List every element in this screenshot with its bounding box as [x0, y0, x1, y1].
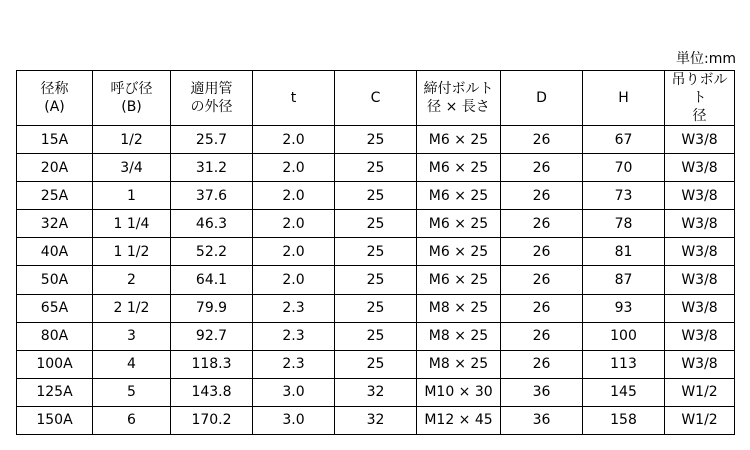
cell-dim-c: 25 [335, 266, 417, 294]
header-row [17, 71, 735, 126]
cell-pipe-od: 31.2 [171, 154, 253, 182]
cell-thickness-t: 3.0 [253, 378, 335, 406]
cell-bolt-size: M8 × 25 [417, 294, 501, 322]
cell-thickness-t: 2.3 [253, 294, 335, 322]
table-row [17, 322, 735, 350]
cell-thickness-t: 3.0 [253, 406, 335, 434]
cell-pipe-od: 37.6 [171, 182, 253, 210]
table-row [17, 266, 735, 294]
table-row [17, 126, 735, 154]
table-row [17, 182, 735, 210]
table-header [17, 71, 735, 126]
cell-nominal-b: 2 1/2 [93, 294, 171, 322]
cell-dim-d: 36 [501, 406, 583, 434]
cell-nominal-b: 3 [93, 322, 171, 350]
cell-thickness-t: 2.3 [253, 350, 335, 378]
cell-nominal-b: 1 1/2 [93, 238, 171, 266]
cell-hanger-bolt: W3/8 [665, 182, 735, 210]
cell-dim-h: 93 [583, 294, 665, 322]
cell-thickness-t: 2.0 [253, 238, 335, 266]
cell-hanger-bolt: W3/8 [665, 126, 735, 154]
cell-nominal-b: 1/2 [93, 126, 171, 154]
cell-hanger-bolt: W3/8 [665, 350, 735, 378]
cell-hanger-bolt: W1/2 [665, 406, 735, 434]
cell-bolt-size: M6 × 25 [417, 126, 501, 154]
cell-nominal-a: 150A [17, 406, 93, 434]
header-line: 締付ボルト [423, 81, 494, 97]
cell-bolt-size: M6 × 25 [417, 238, 501, 266]
cell-dim-d: 26 [501, 322, 583, 350]
cell-dim-h: 87 [583, 266, 665, 294]
cell-thickness-t: 2.0 [253, 182, 335, 210]
cell-thickness-t: 2.0 [253, 210, 335, 238]
cell-dim-c: 25 [335, 350, 417, 378]
header-line: 径称 [40, 81, 69, 97]
cell-dim-c: 25 [335, 322, 417, 350]
header-dim-d [501, 71, 583, 126]
cell-nominal-b: 3/4 [93, 154, 171, 182]
header-line: C [370, 90, 381, 106]
cell-dim-d: 26 [501, 126, 583, 154]
header-line: t [290, 90, 297, 106]
cell-dim-d: 26 [501, 238, 583, 266]
cell-hanger-bolt: W3/8 [665, 322, 735, 350]
cell-hanger-bolt: W3/8 [665, 294, 735, 322]
header-thickness-t [253, 71, 335, 126]
header-hanger-bolt [665, 71, 735, 126]
cell-dim-d: 26 [501, 154, 583, 182]
cell-nominal-b: 2 [93, 266, 171, 294]
cell-dim-c: 32 [335, 378, 417, 406]
table-row [17, 238, 735, 266]
cell-dim-h: 145 [583, 378, 665, 406]
cell-dim-h: 100 [583, 322, 665, 350]
cell-dim-c: 32 [335, 406, 417, 434]
cell-dim-c: 25 [335, 210, 417, 238]
cell-dim-h: 67 [583, 126, 665, 154]
cell-nominal-a: 40A [17, 238, 93, 266]
cell-bolt-size: M10 × 30 [417, 378, 501, 406]
cell-nominal-a: 15A [17, 126, 93, 154]
cell-dim-h: 73 [583, 182, 665, 210]
cell-pipe-od: 25.7 [171, 126, 253, 154]
cell-dim-h: 70 [583, 154, 665, 182]
cell-thickness-t: 2.0 [253, 126, 335, 154]
header-line: の外径 [190, 99, 233, 115]
header-line: 径 × 長さ [427, 99, 490, 115]
cell-thickness-t: 2.0 [253, 266, 335, 294]
cell-dim-c: 25 [335, 294, 417, 322]
table-row [17, 378, 735, 406]
cell-nominal-b: 4 [93, 350, 171, 378]
header-line: 呼び径 [110, 81, 153, 97]
header-line: (B) [121, 99, 142, 115]
cell-dim-h: 81 [583, 238, 665, 266]
cell-dim-h: 158 [583, 406, 665, 434]
table-row [17, 154, 735, 182]
cell-hanger-bolt: W3/8 [665, 238, 735, 266]
cell-nominal-a: 25A [17, 182, 93, 210]
cell-bolt-size: M6 × 25 [417, 182, 501, 210]
table-row [17, 350, 735, 378]
cell-pipe-od: 92.7 [171, 322, 253, 350]
cell-bolt-size: M6 × 25 [417, 154, 501, 182]
header-line: 径 [692, 108, 707, 124]
table-body [17, 126, 735, 435]
table-row [17, 210, 735, 238]
cell-thickness-t: 2.3 [253, 322, 335, 350]
cell-hanger-bolt: W3/8 [665, 210, 735, 238]
unit-label: 単位:mm [676, 51, 736, 67]
cell-dim-d: 36 [501, 378, 583, 406]
cell-dim-d: 26 [501, 266, 583, 294]
cell-hanger-bolt: W3/8 [665, 266, 735, 294]
header-pipe-od [171, 71, 253, 126]
table-row [17, 294, 735, 322]
cell-dim-h: 78 [583, 210, 665, 238]
cell-dim-h: 113 [583, 350, 665, 378]
cell-pipe-od: 64.1 [171, 266, 253, 294]
cell-nominal-a: 50A [17, 266, 93, 294]
cell-pipe-od: 170.2 [171, 406, 253, 434]
header-line: 吊りボルト [671, 72, 728, 106]
cell-dim-c: 25 [335, 182, 417, 210]
cell-bolt-size: M8 × 25 [417, 322, 501, 350]
cell-pipe-od: 118.3 [171, 350, 253, 378]
table-row [17, 406, 735, 434]
header-line: 適用管 [190, 81, 233, 97]
cell-dim-c: 25 [335, 238, 417, 266]
cell-nominal-a: 100A [17, 350, 93, 378]
spec-table [16, 70, 735, 435]
cell-nominal-b: 5 [93, 378, 171, 406]
header-nominal-b [93, 71, 171, 126]
header-line: D [536, 90, 547, 106]
cell-pipe-od: 46.3 [171, 210, 253, 238]
header-line: H [618, 90, 629, 106]
cell-dim-d: 26 [501, 182, 583, 210]
cell-pipe-od: 79.9 [171, 294, 253, 322]
cell-bolt-size: M12 × 45 [417, 406, 501, 434]
cell-bolt-size: M8 × 25 [417, 350, 501, 378]
cell-thickness-t: 2.0 [253, 154, 335, 182]
cell-nominal-b: 6 [93, 406, 171, 434]
cell-nominal-b: 1 [93, 182, 171, 210]
cell-nominal-a: 32A [17, 210, 93, 238]
header-line: (A) [44, 99, 65, 115]
cell-bolt-size: M6 × 25 [417, 210, 501, 238]
cell-pipe-od: 52.2 [171, 238, 253, 266]
cell-dim-c: 25 [335, 126, 417, 154]
cell-dim-d: 26 [501, 210, 583, 238]
cell-nominal-a: 65A [17, 294, 93, 322]
header-dim-h [583, 71, 665, 126]
cell-bolt-size: M6 × 25 [417, 266, 501, 294]
cell-pipe-od: 143.8 [171, 378, 253, 406]
header-bolt-size [417, 71, 501, 126]
cell-dim-d: 26 [501, 294, 583, 322]
cell-nominal-a: 80A [17, 322, 93, 350]
cell-nominal-a: 125A [17, 378, 93, 406]
header-dim-c [335, 71, 417, 126]
cell-nominal-a: 20A [17, 154, 93, 182]
cell-dim-d: 26 [501, 350, 583, 378]
cell-hanger-bolt: W3/8 [665, 154, 735, 182]
cell-dim-c: 25 [335, 154, 417, 182]
cell-nominal-b: 1 1/4 [93, 210, 171, 238]
cell-hanger-bolt: W1/2 [665, 378, 735, 406]
header-nominal-a [17, 71, 93, 126]
